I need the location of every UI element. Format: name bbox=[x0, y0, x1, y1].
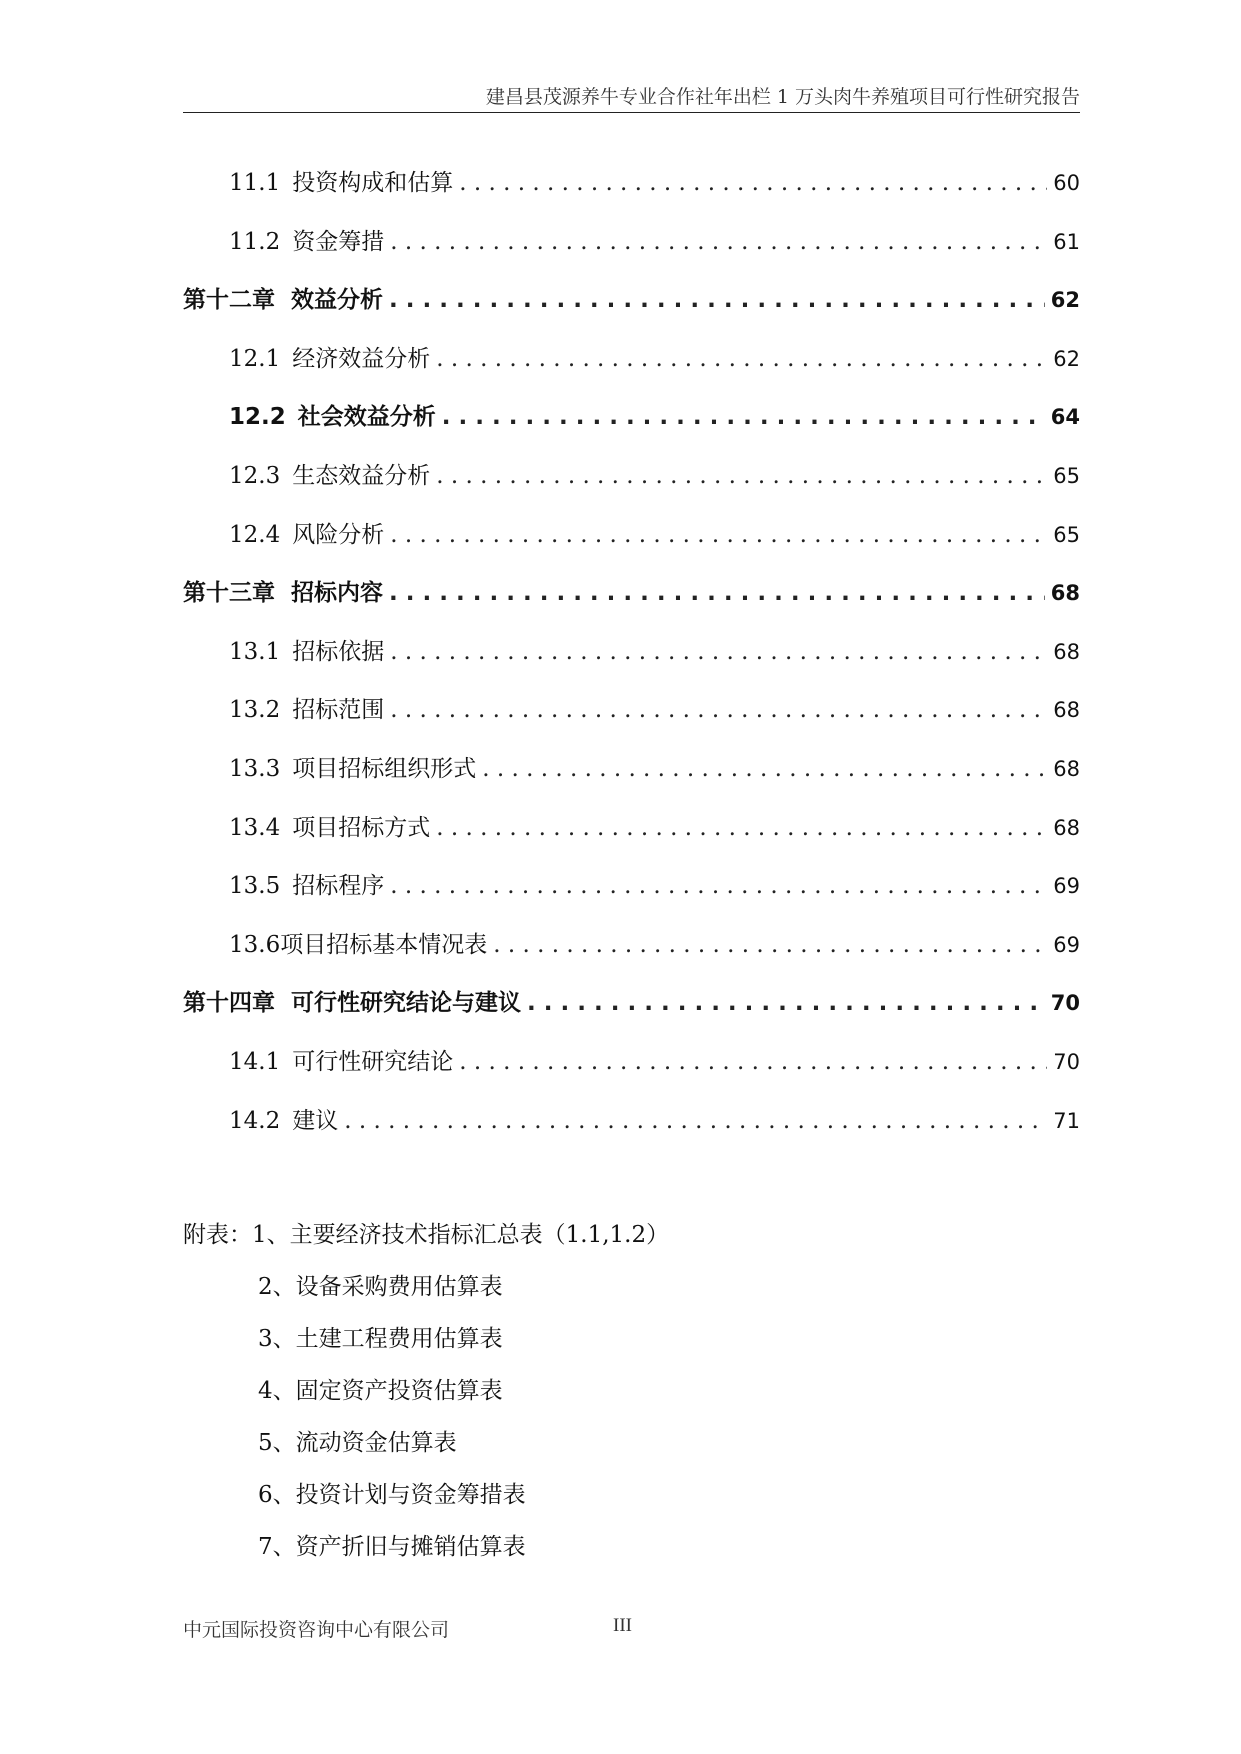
toc-entry-page: 68 bbox=[1050, 581, 1080, 606]
toc-entry-title: 可行性研究结论与建议 bbox=[291, 990, 521, 1017]
toc-section-entry[interactable] bbox=[183, 168, 1080, 227]
toc-entry-page: 70 bbox=[1053, 1049, 1080, 1074]
toc-entry-number: 13.3 bbox=[229, 755, 281, 782]
toc-leader-dots bbox=[459, 168, 1047, 198]
appendix-item-text: 1、主要经济技术指标汇总表（1.1,1.2） bbox=[252, 1222, 670, 1248]
toc-chapter-entry[interactable] bbox=[183, 578, 1080, 637]
page-footer bbox=[183, 1615, 1080, 1645]
appendix-item-text: 7、资产折旧与摊销估算表 bbox=[258, 1534, 526, 1560]
appendix-item bbox=[183, 1480, 1080, 1532]
toc-leader-dots bbox=[436, 813, 1047, 843]
appendix-item bbox=[183, 1324, 1080, 1376]
toc-leader-dots bbox=[344, 1106, 1047, 1136]
toc-entry-title: 可行性研究结论 bbox=[292, 1048, 454, 1075]
toc-section-entry[interactable] bbox=[183, 461, 1080, 520]
toc-entry-number: 14.1 bbox=[229, 1048, 281, 1075]
toc-leader-dots bbox=[389, 285, 1045, 315]
appendix-item bbox=[183, 1428, 1080, 1480]
toc-entry-title: 招标范围 bbox=[292, 697, 385, 724]
toc-entry-title: 风险分析 bbox=[292, 521, 385, 548]
toc-entry-number: 13.4 bbox=[229, 814, 281, 841]
toc-leader-dots bbox=[436, 461, 1047, 491]
appendix-item bbox=[183, 1532, 1080, 1584]
toc-leader-dots bbox=[482, 754, 1047, 784]
toc-section-entry[interactable] bbox=[183, 402, 1080, 461]
toc-entry-title: 经济效益分析 bbox=[292, 345, 431, 372]
toc-entry-page: 62 bbox=[1053, 346, 1080, 371]
toc-leader-dots bbox=[390, 520, 1047, 550]
toc-section-entry[interactable] bbox=[183, 1047, 1080, 1106]
toc-entry-title: 效益分析 bbox=[291, 287, 383, 314]
toc-entry-page: 61 bbox=[1053, 229, 1080, 254]
toc-entry-page: 65 bbox=[1053, 463, 1080, 488]
toc-leader-dots bbox=[493, 930, 1047, 960]
toc-entry-page: 70 bbox=[1050, 991, 1080, 1016]
toc-entry-number: 12.4 bbox=[229, 521, 281, 548]
toc-leader-dots bbox=[442, 402, 1045, 432]
toc-entry-title: 项目招标方式 bbox=[292, 814, 431, 841]
footer-company: 中元国际投资咨询中心有限公司 bbox=[183, 1619, 450, 1641]
toc-entry-number: 13.6 bbox=[229, 931, 281, 958]
appendix-item bbox=[183, 1376, 1080, 1428]
toc-entry-page: 64 bbox=[1050, 405, 1080, 430]
toc-entry-title: 招标内容 bbox=[291, 580, 383, 607]
toc-entry-page: 68 bbox=[1053, 639, 1080, 664]
toc-entry-number: 13.1 bbox=[229, 638, 281, 665]
appendix-item-text: 5、流动资金估算表 bbox=[258, 1430, 457, 1456]
toc-leader-dots bbox=[390, 637, 1047, 667]
toc-leader-dots bbox=[390, 227, 1047, 257]
toc-section-entry[interactable] bbox=[183, 344, 1080, 403]
toc-entry-page: 68 bbox=[1053, 756, 1080, 781]
appendix-label: 附表： bbox=[183, 1222, 252, 1248]
appendix-item-text: 3、土建工程费用估算表 bbox=[258, 1326, 503, 1352]
running-header bbox=[183, 86, 1080, 113]
toc-entry-title: 社会效益分析 bbox=[297, 404, 436, 431]
toc-section-entry[interactable] bbox=[183, 871, 1080, 930]
appendix-item bbox=[183, 1220, 1080, 1272]
toc-entry-number: 第十四章 bbox=[183, 990, 275, 1017]
toc-entry-title: 招标依据 bbox=[292, 638, 385, 665]
toc-entry-title: 项目招标基本情况表 bbox=[280, 931, 488, 958]
toc-section-entry[interactable] bbox=[183, 754, 1080, 813]
toc-entry-page: 65 bbox=[1053, 522, 1080, 547]
toc-entry-page: 68 bbox=[1053, 815, 1080, 840]
toc-chapter-entry[interactable] bbox=[183, 988, 1080, 1047]
toc-section-entry[interactable] bbox=[183, 637, 1080, 696]
toc-section-entry[interactable] bbox=[183, 695, 1080, 754]
toc-section-entry[interactable] bbox=[183, 930, 1080, 989]
footer-page-number: III bbox=[613, 1615, 632, 1636]
toc-entry-number: 14.2 bbox=[229, 1107, 281, 1134]
toc-entry-page: 69 bbox=[1053, 874, 1080, 899]
toc-entry-number: 11.2 bbox=[229, 228, 281, 255]
table-of-contents bbox=[183, 168, 1080, 1164]
toc-entry-page: 69 bbox=[1053, 932, 1080, 957]
toc-leader-dots bbox=[436, 344, 1047, 374]
toc-entry-page: 71 bbox=[1053, 1108, 1080, 1133]
appendix-item-text: 2、设备采购费用估算表 bbox=[258, 1274, 503, 1300]
toc-entry-title: 建议 bbox=[292, 1107, 339, 1134]
toc-entry-number: 12.2 bbox=[229, 404, 286, 431]
toc-entry-number: 13.2 bbox=[229, 697, 281, 724]
toc-section-entry[interactable] bbox=[183, 227, 1080, 286]
appendix-item-text: 4、固定资产投资估算表 bbox=[258, 1378, 503, 1404]
toc-leader-dots bbox=[390, 695, 1047, 725]
toc-leader-dots bbox=[390, 871, 1047, 901]
toc-entry-page: 68 bbox=[1053, 698, 1080, 723]
toc-section-entry[interactable] bbox=[183, 520, 1080, 579]
toc-entry-title: 资金筹措 bbox=[292, 228, 385, 255]
toc-entry-title: 项目招标组织形式 bbox=[292, 755, 477, 782]
toc-section-entry[interactable] bbox=[183, 1106, 1080, 1165]
toc-section-entry[interactable] bbox=[183, 813, 1080, 872]
toc-leader-dots bbox=[389, 578, 1045, 608]
toc-entry-number: 第十二章 bbox=[183, 287, 275, 314]
appendix-item bbox=[183, 1272, 1080, 1324]
toc-entry-page: 62 bbox=[1050, 288, 1080, 313]
toc-entry-title: 生态效益分析 bbox=[292, 462, 431, 489]
toc-chapter-entry[interactable] bbox=[183, 285, 1080, 344]
toc-entry-title: 投资构成和估算 bbox=[292, 170, 454, 196]
appendix-list bbox=[183, 1220, 1080, 1584]
appendix-item-text: 6、投资计划与资金筹措表 bbox=[258, 1482, 526, 1508]
toc-entry-number: 第十三章 bbox=[183, 580, 275, 607]
toc-leader-dots bbox=[459, 1047, 1047, 1077]
toc-entry-number: 12.1 bbox=[229, 345, 281, 372]
toc-entry-number: 13.5 bbox=[229, 873, 281, 900]
toc-leader-dots bbox=[527, 988, 1045, 1018]
toc-entry-title: 招标程序 bbox=[292, 873, 385, 900]
toc-entry-number: 12.3 bbox=[229, 462, 281, 489]
toc-entry-number: 11.1 bbox=[229, 170, 281, 196]
toc-entry-page: 60 bbox=[1053, 171, 1080, 195]
header-title: 建昌县茂源养牛专业合作社年出栏 1 万头肉牛养殖项目可行性研究报告 bbox=[485, 86, 1080, 108]
